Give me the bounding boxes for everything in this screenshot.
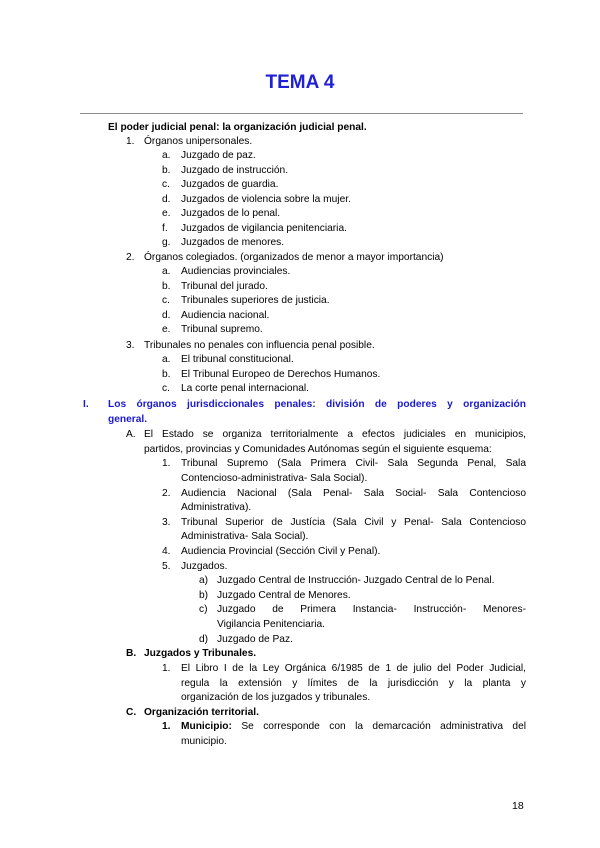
list-item: Tribunal Supremo (Sala Primera Civil- Sala Segunda Penal, Sala — [181, 458, 526, 469]
subsection-B-line-2: regula la extensión y límites de la jurisdicción y la planta y — [181, 678, 526, 689]
list-item-marker: a. — [162, 266, 171, 277]
list-item-continuation: Vigilancia Penitenciaria. — [217, 619, 325, 630]
list-item-marker: b. — [162, 281, 171, 292]
intro-section-2-number: 2. — [126, 252, 135, 263]
list-item: Juzgado de Primera Instancia- Instrucción- Menores- — [217, 604, 526, 615]
list-item: Tribunal Superior de Justícia (Sala Civil y Penal- Sala Contencioso — [181, 517, 526, 528]
list-item-marker: 2. — [162, 488, 171, 499]
list-item: Juzgado de paz. — [181, 150, 256, 161]
title-divider — [80, 113, 523, 114]
subsection-C-line-2: municipio. — [181, 736, 227, 747]
list-item: Juzgados de menores. — [181, 237, 285, 248]
subsection-A-line-1: El Estado se organiza territorialmente a efectos judiciales en municipios, — [144, 429, 526, 440]
list-item-marker: e. — [162, 324, 171, 335]
intro-section-3-number: 3. — [126, 340, 135, 351]
list-item-marker: b. — [162, 369, 171, 380]
list-item: Audiencia Nacional (Sala Penal- Sala Social- Sala Contencioso — [181, 488, 526, 499]
list-item: El tribunal constitucional. — [181, 354, 294, 365]
list-item: Juzgado de instrucción. — [181, 165, 289, 176]
list-item: Juzgado de Paz. — [217, 634, 293, 645]
page-title: TEMA 4 — [265, 72, 335, 93]
list-item-marker: c) — [199, 604, 208, 615]
list-item-marker: 1. — [162, 458, 171, 469]
list-item-marker: b. — [162, 165, 171, 176]
list-item-continuation: Contencioso-administrativa- Sala Social). — [181, 473, 368, 484]
list-item-marker: a) — [199, 575, 209, 586]
list-item: Tribunales superiores de justicia. — [181, 295, 330, 306]
list-item-marker: e. — [162, 208, 171, 219]
page-number: 18 — [512, 800, 524, 812]
intro-heading: El poder judicial penal: la organización judicial penal. — [108, 122, 367, 133]
list-item: El Tribunal Europeo de Derechos Humanos. — [181, 369, 381, 380]
subsection-C-heading: Organización territorial. — [144, 707, 259, 718]
list-item-marker: g. — [162, 237, 171, 248]
subsection-C-line-1 — [181, 720, 526, 734]
list-item: Tribunal supremo. — [181, 324, 263, 335]
list-item-marker: a. — [162, 354, 171, 365]
list-item-continuation: Administrativa- Sala Social). — [181, 531, 309, 542]
subsection-A-line-2: partidos, provincias y Comunidades Autónomas según el siguiente esquema: — [144, 444, 492, 455]
list-item: Juzgados de guardia. — [181, 179, 279, 190]
list-item: Tribunal del jurado. — [181, 281, 268, 292]
list-item: Audiencia Provincial (Sección Civil y Penal). — [181, 546, 381, 557]
subsection-B-mark: B. — [126, 648, 137, 659]
list-item-marker: b) — [199, 590, 209, 601]
intro-section-1-label: Órganos unipersonales. — [144, 136, 253, 147]
subsection-C-mark: C. — [126, 707, 137, 718]
list-item: Juzgados de vigilancia penitenciaria. — [181, 223, 347, 234]
list-item-marker: c. — [162, 383, 170, 394]
list-item-marker: d. — [162, 194, 171, 205]
subsection-B-heading: Juzgados y Tribunales. — [144, 648, 257, 659]
list-item: La corte penal internacional. — [181, 383, 309, 394]
list-item: Juzgados de violencia sobre la mujer. — [181, 194, 351, 205]
section-I-number: I. — [83, 399, 89, 410]
section-I-heading-line-1: Los órganos jurisdiccionales penales: división de poderes y organización — [108, 399, 526, 410]
list-item: Juzgados de lo penal. — [181, 208, 281, 219]
subsection-B-line-3: organización de los juzgados y tribunales. — [181, 692, 371, 703]
list-item: Audiencias provinciales. — [181, 266, 291, 277]
list-item-marker: 3. — [162, 517, 171, 528]
intro-section-2-label: Órganos colegiados. (organizados de menor a mayor importancia) — [144, 252, 444, 263]
intro-section-3-label: Tribunales no penales con influencia penal posible. — [144, 340, 375, 351]
municipio-text: Se corresponde con la demarcación administrativa del — [231, 721, 526, 732]
list-item-marker: c. — [162, 179, 170, 190]
list-item: Juzgados. — [181, 561, 228, 572]
list-item: Juzgado Central de Menores. — [217, 590, 351, 601]
list-item-marker: d) — [199, 634, 209, 645]
list-item: Juzgado Central de Instrucción- Juzgado Central de lo Penal. — [217, 575, 495, 586]
subsection-B-line-1: El Libro I de la Ley Orgánica 6/1985 de 1 de julio del Poder Judicial, — [181, 663, 526, 674]
list-item-marker: c. — [162, 295, 170, 306]
section-I-heading-line-2: general. — [108, 414, 148, 425]
list-item-continuation: Administrativa). — [181, 502, 252, 513]
subsection-A-mark: A. — [126, 429, 136, 440]
list-item-marker: a. — [162, 150, 171, 161]
list-item-marker: d. — [162, 310, 171, 321]
list-item-marker: 4. — [162, 546, 171, 557]
list-item-marker: 5. — [162, 561, 171, 572]
list-item: Audiencia nacional. — [181, 310, 270, 321]
intro-section-1-number: 1. — [126, 136, 135, 147]
list-item-marker: 1. — [162, 663, 171, 674]
municipio-label: Municipio: — [181, 721, 232, 732]
list-item-marker: f. — [162, 223, 168, 234]
list-item-marker: 1. — [162, 721, 171, 732]
